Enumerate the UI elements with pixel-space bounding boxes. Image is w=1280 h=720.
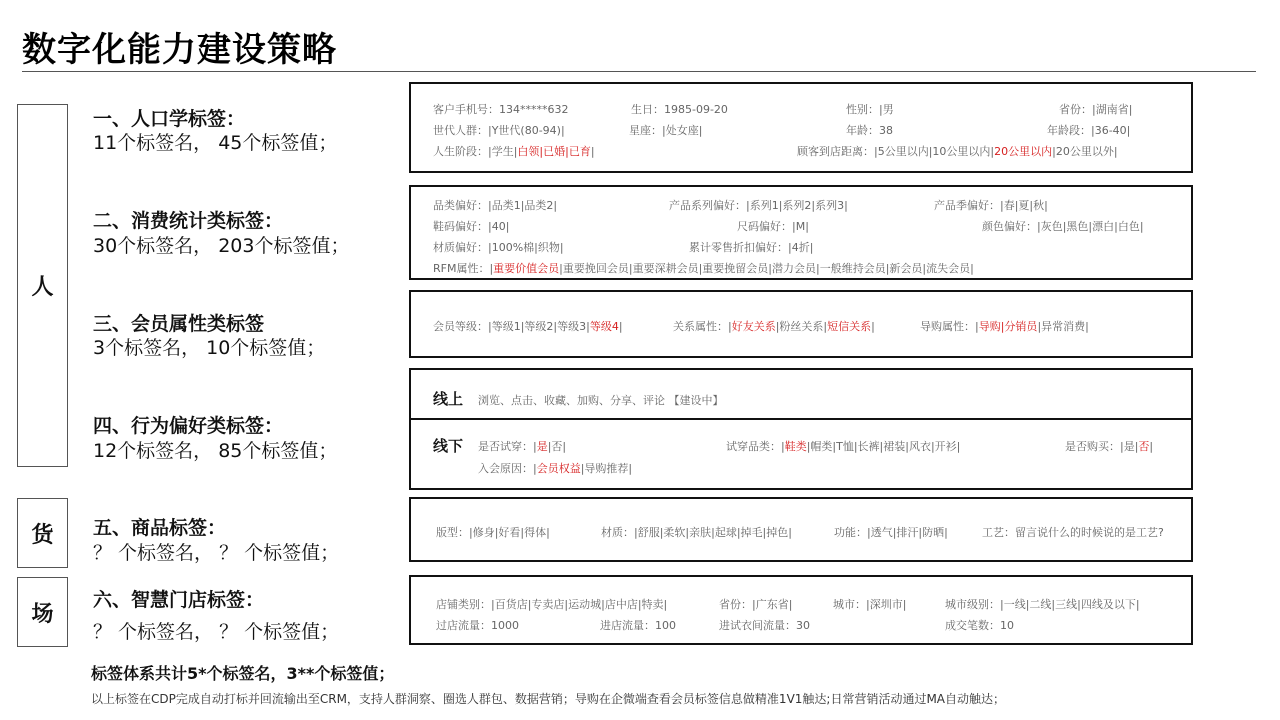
function-tag: 功能：|透气|排汗|防晒| [834, 526, 948, 539]
category-people-label: 人 [31, 275, 54, 300]
discount-pref-tag: 累计零售折扣偏好：|4折| [689, 241, 814, 254]
online-actions-text: 浏览、点击、收藏、加购、分享、评论 【建设中】 [478, 394, 724, 407]
section-4-subtitle: 12个标签名， 85个标签值； [93, 440, 338, 462]
trial-label: 是否试穿：| [478, 440, 537, 453]
category-people-box [17, 104, 68, 467]
consumption-tags-panel [409, 185, 1193, 280]
store-city-tag: 城市：|深圳市| [833, 598, 907, 611]
online-offline-divider [411, 418, 1191, 420]
category-place-label: 场 [31, 601, 54, 627]
section-5-title: 五、商品标签： [93, 517, 227, 539]
product-tags-panel [409, 497, 1193, 562]
join-reason-highlight: 会员权益 [536, 462, 581, 475]
section-5-subtitle: ？ 个标签名， ？ 个标签值； [93, 542, 340, 564]
guide-end: |异常消费| [1037, 320, 1089, 333]
color-pref-tag: 颜色偏好：|灰色|黑色|漂白|白色| [982, 220, 1144, 233]
join-reason-end: |导购推荐| [580, 462, 633, 475]
trial-category-values: |帽类|T恤|长裤|裙装|风衣|开衫| [806, 440, 961, 453]
relation-end: | [871, 320, 875, 333]
category-goods-label: 货 [31, 522, 54, 548]
join-reason-tag [478, 460, 632, 476]
relation-highlight-1: 好友关系 [731, 320, 776, 333]
demographic-tags-panel [409, 82, 1193, 173]
summary-total: 标签体系共计5*个标签名，3**个标签值； [91, 664, 395, 683]
trial-category-tag [726, 438, 960, 454]
purchase-end: | [1149, 440, 1154, 453]
life-stage-tag [433, 143, 595, 159]
offline-label: 线下 [433, 437, 464, 455]
summary-description: 以上标签在CDP完成自动打标并回流输出至CRM，支持人群洞察、圈选人群包、数据营销；导购在企微端查看会员标签信息做精准1V1触达;日常营销活动通过MA自动触达； [91, 692, 1006, 706]
life-stage-end: | [590, 145, 595, 158]
section-4-title: 四、行为偏好类标签： [93, 415, 284, 437]
section-3-title: 三、会员属性类标签 [93, 313, 265, 335]
birthday-tag: 生日：1985-09-20 [631, 103, 728, 116]
section-2-title: 二、消费统计类标签： [93, 210, 284, 232]
pass-flow-tag: 过店流量：1000 [436, 619, 519, 632]
relation-highlight-2: 短信关系 [827, 320, 872, 333]
deals-tag: 成交笔数：10 [945, 619, 1014, 632]
gender-tag: 性别：|男 [846, 103, 894, 116]
section-2-subtitle: 30个标签名， 203个标签值； [93, 235, 350, 257]
guide-highlight: 导购|分销员 [978, 320, 1038, 333]
province-tag: 省份：|湖南省| [1059, 103, 1133, 116]
title-divider [22, 71, 1256, 72]
purchase-label: 是否购买：|是| [1065, 440, 1139, 453]
section-1-subtitle: 11个标签名， 45个标签值； [93, 132, 338, 154]
category-pref-tag: 品类偏好：|品类1|品类2| [433, 199, 558, 212]
trial-category-highlight: 鞋类 [784, 440, 807, 453]
age-tag: 年龄：38 [846, 124, 893, 137]
trial-highlight: 是 [536, 440, 548, 453]
trial-end: |否| [547, 440, 567, 453]
fitting-flow-tag: 进试衣间流量：30 [719, 619, 810, 632]
section-1-title: 一、人口学标签： [93, 108, 246, 130]
season-pref-tag: 产品季偏好：|春|夏|秋| [934, 199, 1048, 212]
distance-highlight: 20公里以内 [994, 145, 1053, 158]
member-level-label: 会员等级：|等级1|等级2|等级3| [433, 320, 590, 333]
section-6-subtitle: ？ 个标签名， ？ 个标签值； [93, 621, 340, 643]
relation-tag [673, 318, 875, 334]
apparel-size-tag: 尺码偏好：|M| [737, 220, 809, 233]
phone-tag: 客户手机号：134*****632 [433, 103, 569, 116]
fit-tag: 版型：|修身|好看|得体| [436, 526, 550, 539]
craft-tag: 工艺：留言说什么的时候说的是工艺? [982, 526, 1164, 539]
material-pref-tag: 材质偏好：|100%棉|织物| [433, 241, 564, 254]
purchase-tag [1065, 438, 1153, 454]
page-title: 数字化能力建设策略 [22, 30, 337, 70]
zodiac-tag: 星座：|处女座| [629, 124, 703, 137]
trial-category-label: 试穿品类：| [726, 440, 785, 453]
section-6-title: 六、智慧门店标签： [93, 589, 265, 611]
purchase-highlight: 否 [1138, 440, 1150, 453]
relation-label: 关系属性：| [673, 320, 732, 333]
enter-flow-tag: 进店流量：100 [600, 619, 676, 632]
rfm-tag [433, 260, 974, 276]
generation-tag: 世代人群：|Y世代(80-94)| [433, 124, 565, 137]
guide-tag [920, 318, 1089, 334]
distance-label: 顾客到店距离：|5公里以内|10公里以内| [797, 145, 995, 158]
store-tags-panel [409, 575, 1193, 645]
city-level-tag: 城市级别：|一线|二线|三线|四线及以下| [945, 598, 1140, 611]
member-level-end: | [618, 320, 623, 333]
online-label: 线上 [433, 390, 464, 408]
shoe-size-tag: 鞋码偏好：|40| [433, 220, 510, 233]
category-goods-box [17, 498, 68, 568]
store-type-tag: 店铺类别：|百货店|专卖店|运动城|店中店|特卖| [436, 598, 668, 611]
section-3-subtitle: 3个标签名， 10个标签值； [93, 337, 326, 359]
age-range-tag: 年龄段：|36-40| [1047, 124, 1131, 137]
category-place-box [17, 577, 68, 647]
fabric-tag: 材质：|舒服|柔软|亲肤|起球|掉毛|掉色| [601, 526, 792, 539]
series-pref-tag: 产品系列偏好：|系列1|系列2|系列3| [669, 199, 848, 212]
distance-end: |20公里以外| [1052, 145, 1118, 158]
rfm-values: |重要挽回会员|重要深耕会员|重要挽留会员|潜力会员|一般维持会员|新会员|流失会员| [559, 262, 974, 275]
life-stage-label: 人生阶段：|学生| [433, 145, 518, 158]
store-province-tag: 省份：|广东省| [719, 598, 793, 611]
relation-middle: |粉丝关系| [775, 320, 828, 333]
guide-label: 导购属性：| [920, 320, 979, 333]
behavior-tags-panel [409, 368, 1193, 490]
member-level-highlight: 等级4 [589, 320, 619, 333]
trial-tag [478, 438, 566, 454]
join-reason-label: 入会原因：| [478, 462, 537, 475]
distance-tag [797, 143, 1118, 159]
rfm-highlight: 重要价值会员 [493, 262, 560, 275]
life-stage-highlight: 白领|已婚|已育 [517, 145, 591, 158]
member-level-tag [433, 318, 623, 334]
rfm-label: RFM属性：| [433, 262, 494, 275]
membership-tags-panel [409, 290, 1193, 358]
